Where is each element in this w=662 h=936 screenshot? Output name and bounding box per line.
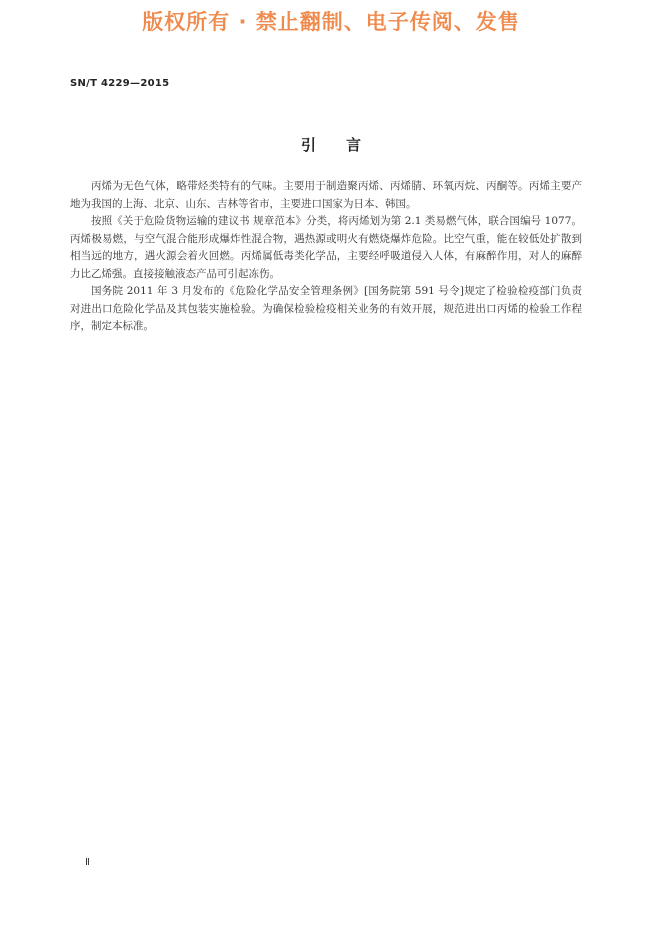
standard-code: SN/T 4229—2015	[70, 78, 170, 89]
paragraph-3: 国务院 2011 年 3 月发布的《危险化学品安全管理条例》[国务院第 591 号令]规定了检验检疫部门负责对进出口危险化学品及其包装实施检验。为确保检验检疫相关业务的有效开展，规范进出口丙烯的检验工作程序，制定本标准。	[70, 285, 582, 332]
copyright-watermark: 版权所有 · 禁止翻制、电子传阅、发售	[142, 10, 520, 34]
paragraph-2: 按照《关于危险货物运输的建议书 规章范本》分类，将丙烯划为第 2.1 类易燃气体，联合国编号 1077。丙烯极易燃，与空气混合能形成爆炸性混合物，遇热源或明火有燃烧爆炸危险。比空气重，能在较低处扩散到相当远的地方，遇火源会着火回燃。丙烯属低毒类化学品，主要经呼吸道侵入人体，有麻醉作用，对人的麻醉力比乙烯强。直接接触液态产品可引起冻伤。	[70, 215, 582, 280]
introduction-body	[70, 178, 582, 336]
page-title: 引言	[300, 136, 391, 154]
page-number: Ⅱ	[85, 857, 90, 868]
paragraph-1: 丙烯为无色气体，略带烃类特有的气味。主要用于制造聚丙烯、丙烯腈、环氧丙烷、丙酮等。丙烯主要产地为我国的上海、北京、山东、吉林等省市，主要进口国家为日本、韩国。	[70, 180, 582, 210]
